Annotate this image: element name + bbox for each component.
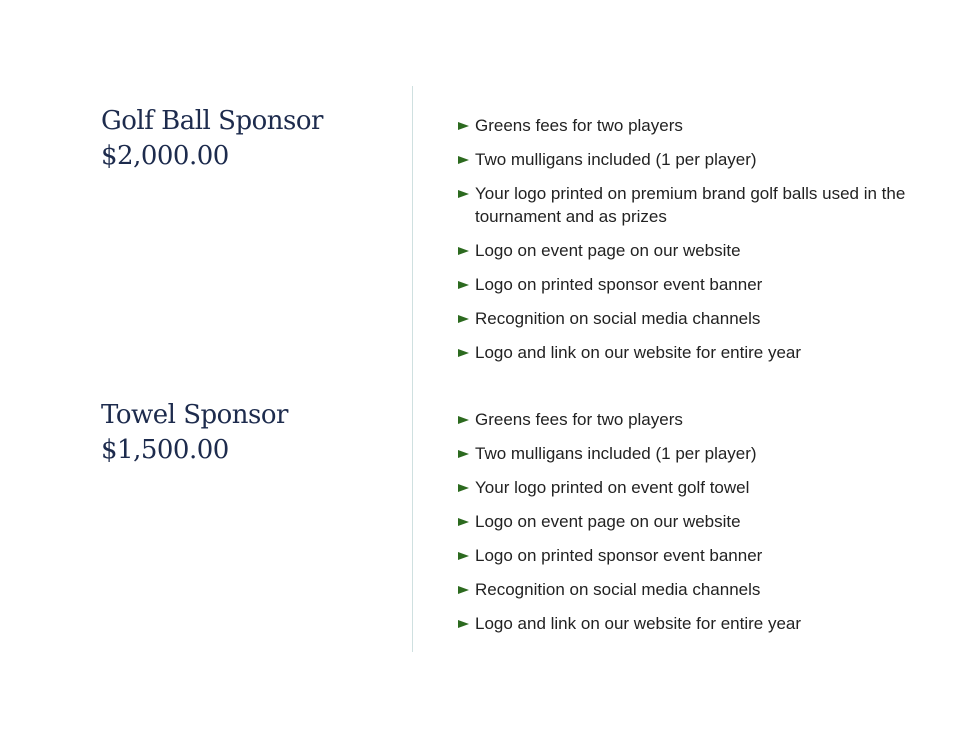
tier-price: $2,000.00 [101,141,229,171]
benefit-text: Greens fees for two players [475,116,683,135]
triangle-bullet-icon [458,586,469,594]
list-item [458,239,928,262]
benefit-text: Recognition on social media channels [475,309,761,328]
triangle-bullet-icon [458,552,469,560]
list-item [458,307,928,330]
benefit-text: Logo on printed sponsor event banner [475,546,763,565]
tier-name: Golf Ball Sponsor [101,106,323,136]
triangle-bullet-icon [458,315,469,323]
benefit-text: Your logo printed on premium brand golf balls used in the tournament and as prizes [475,184,906,226]
list-item [458,544,928,567]
tier-name: Towel Sponsor [101,400,288,430]
benefit-text: Logo and link on our website for entire year [475,343,802,362]
triangle-bullet-icon [458,518,469,526]
benefit-text: Recognition on social media channels [475,580,761,599]
tier-heading [101,398,401,468]
benefit-text: Logo and link on our website for entire year [475,614,802,633]
benefit-text: Logo on event page on our website [475,241,741,260]
list-item [458,114,928,137]
list-item [458,612,928,635]
list-item [458,476,928,499]
triangle-bullet-icon [458,450,469,458]
list-item [458,182,928,228]
triangle-bullet-icon [458,122,469,130]
benefits-list [458,114,928,375]
list-item [458,341,928,364]
list-item [458,510,928,533]
triangle-bullet-icon [458,156,469,164]
triangle-bullet-icon [458,349,469,357]
triangle-bullet-icon [458,281,469,289]
triangle-bullet-icon [458,620,469,628]
list-item [458,442,928,465]
tier-price: $1,500.00 [101,435,229,465]
list-item [458,408,928,431]
tier-heading [101,104,401,174]
benefit-text: Logo on event page on our website [475,512,741,531]
list-item [458,273,928,296]
column-divider [412,86,413,652]
benefits-list [458,408,928,646]
list-item [458,578,928,601]
list-item [458,148,928,171]
triangle-bullet-icon [458,416,469,424]
benefit-text: Your logo printed on event golf towel [475,478,750,497]
triangle-bullet-icon [458,484,469,492]
benefit-text: Two mulligans included (1 per player) [475,444,757,463]
benefit-text: Logo on printed sponsor event banner [475,275,763,294]
benefit-text: Two mulligans included (1 per player) [475,150,757,169]
triangle-bullet-icon [458,190,469,198]
benefit-text: Greens fees for two players [475,410,683,429]
triangle-bullet-icon [458,247,469,255]
